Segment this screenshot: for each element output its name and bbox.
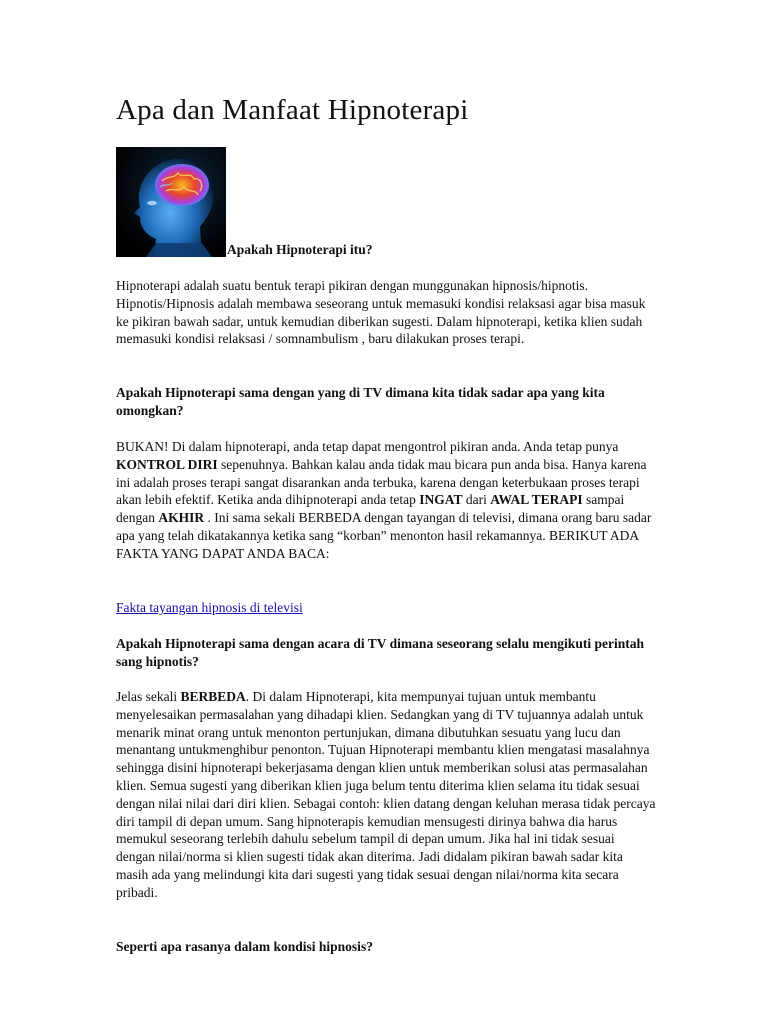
page-title: Apa dan Manfaat Hipnoterapi	[116, 94, 469, 126]
text-run: sampai dengan	[116, 492, 625, 526]
text-run: BUKAN! Di dalam hipnoterapi, anda tetap dapat mengontrol pikiran anda. Anda tetap punya	[116, 439, 619, 454]
paragraph-definition: Hipnoterapi adalah suatu bentuk terapi pikiran dengan munggunakan hipnosis/hipnotis. Hipnotis/Hipnosis adalah membawa seseorang untuk memasuki kondisi relaksasi agar bisa masuk ke pikiran bawah sadar, untuk kemudian diberikan sugesti. Dalam hipnoterapi, ketika klien sudah memasuki kondisi relaksasi / somnambulism , baru dilakukan proses terapi.	[116, 278, 646, 347]
text-run: Jelas sekali	[116, 689, 181, 704]
emphasis-berbeda: BERBEDA	[180, 689, 246, 704]
heading-question-feeling: Seperti apa rasanya dalam kondisi hipnosis?	[116, 939, 373, 954]
brain-head-image	[116, 147, 226, 257]
text-run: dari	[462, 492, 491, 508]
brain-head-icon	[116, 147, 226, 257]
emphasis-kontrol-diri: KONTROL DIRI	[116, 456, 218, 472]
text-run: . Di dalam Hipnoterapi, kita mempunyai tujuan untuk membantu menyelesaikan permasalahan yang dihadapi klien. Sedangkan yang di TV tujuannya adalah untuk menarik minat orang untuk menonton pertunjukan, dimana dibutuhkan sesuatu yang lucu dan menantang untukmenghibur penonton. Tujuan Hipnoterapi membantu klien mengatasi masalahnya sehingga disini hipnoterapi bekerjasama dengan klien untuk memberikan solusi atas permasalahan klien. Semua sugesti yang diberikan klien juga belum tentu diterima klien selama itu tidak sesuai dengan nilai nilai dari diri klien. Sebagai contoh: klien datang dengan keluhan merasa tidak percaya diri tampil di depan umum. Sang hipnoterapis kemudian mensugesti dirinya bahwa dia harus memukul seseorang terlebih dahulu sebelum tampil di depan umum. Jika hal ini tidak sesuai dengan nilai/norma si klien sugesti tidak akan diterima. Jadi didalam pikiran bawah sadar kita masih ada yang melindungi kita dari sugesti yang tidak sesuai dengan nilai/norma kita secara pribadi.	[116, 689, 656, 900]
paragraph-answer-control	[116, 438, 656, 563]
text-run: sepenuhnya. Bahkan kalau anda tidak mau bicara pun anda bisa. Hanya karena ini adalah proses terapi sangat disarankan anda terbuka, karena dengan keterbukaan proses terapi akan lebih efektif. Ketika anda dihipnoterapi anda tetap	[116, 456, 647, 508]
heading-question-tv-unconscious: Apakah Hipnoterapi sama dengan yang di TV dimana kita tidak sadar apa yang kita omongkan?	[116, 385, 605, 418]
heading-what-is-hypnotherapy: Apakah Hipnoterapi itu?	[227, 242, 373, 257]
emphasis-ingat: INGAT	[419, 492, 463, 508]
link-tv-hypnosis-facts[interactable]: Fakta tayangan hipnosis di televisi	[116, 600, 303, 615]
emphasis-awal-terapi: AWAL TERAPI	[490, 492, 583, 508]
emphasis-akhir: AKHIR	[158, 510, 205, 526]
text-run: . Ini sama sekali BERBEDA dengan tayangan di televisi, dimana orang baru sadar apa yang telah dikatakannya ketika sang “korban” menonton hasil rekamannya. BERIKUT ADA FAKTA YANG DAPAT ANDA BACA:	[116, 510, 652, 561]
heading-question-tv-commands: Apakah Hipnoterapi sama dengan acara di TV dimana seseorang selalu mengikuti perintah sang hipnotis?	[116, 636, 644, 669]
paragraph-answer-different	[116, 688, 656, 902]
